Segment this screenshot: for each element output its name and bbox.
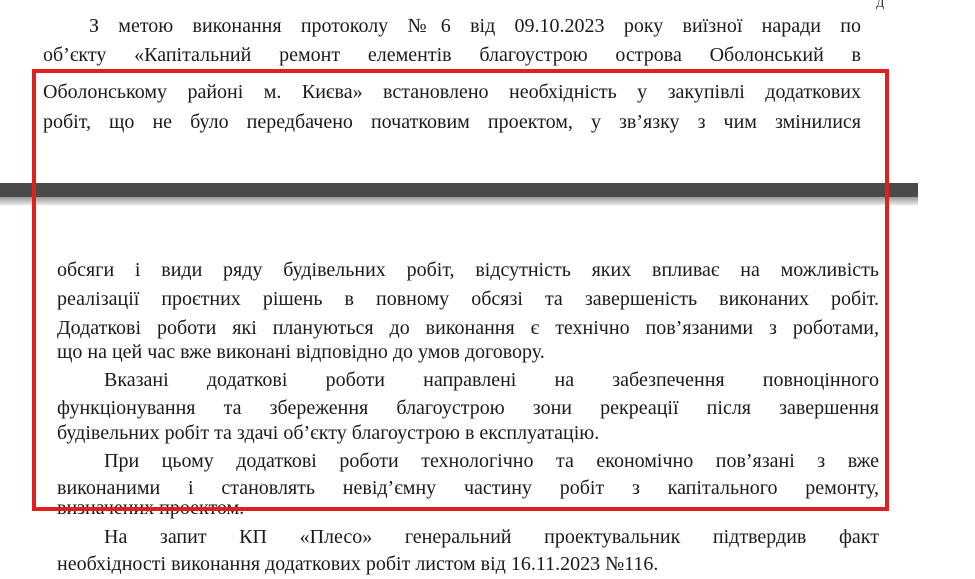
paragraph4-line-2: необхідності виконання додаткових робіт листом від 16.11.2023 №116. bbox=[57, 553, 659, 575]
page-break-band bbox=[0, 183, 918, 197]
paragraph4-line-1: На запит КП «Плесо» генеральний проектувальник підтвердив факт bbox=[104, 526, 879, 548]
page-top-margin bbox=[0, 205, 918, 255]
paragraph1-line-2: об’єкту «Капітальний ремонт елементів благоустрою острова Оболонський в bbox=[43, 44, 861, 66]
paragraph1-cont-line-2: реалізації проєтних рішень в повному обсязі та завершеність виконаних робіт. bbox=[57, 288, 879, 310]
paragraph2-line-3: будівельних робіт та здачі об’єкту благоустрою в експлуатацію. bbox=[57, 422, 600, 444]
paragraph1-line-3: Оболонському районі м. Києва» встановлено необхідність у закупівлі додаткових bbox=[43, 81, 861, 103]
paragraph1-cont-line-4: що на цей час вже виконані відповідно до умов договору. bbox=[57, 341, 545, 363]
paragraph2-line-2: функціонування та збереження благоустрою зони рекреації після завершення bbox=[57, 397, 879, 419]
paragraph3-line-3: визначених проектом. bbox=[57, 497, 245, 519]
paragraph3-line-1: При цьому додаткові роботи технологічно та економічно пов’язані з вже bbox=[104, 450, 879, 472]
page-break-shadow bbox=[0, 197, 918, 205]
paragraph3-line-2: виконаними і становлять невід’ємну частину робіт з капітального ремонту, bbox=[57, 477, 879, 499]
paragraph1-line-1: З метою виконання протоколу №6 від 09.10.2023 року виїзної наради по bbox=[89, 15, 861, 37]
page-corner-text-fragment: Д bbox=[876, 0, 885, 10]
paragraph1-cont-line-1: обсяги і види ряду будівельних робіт, відсутність яких впливає на можливість bbox=[57, 259, 879, 281]
paragraph2-line-1: Вказані додаткові роботи направлені на забезпечення повноцінного bbox=[104, 369, 879, 391]
paragraph1-cont-line-3: Додаткові роботи які плануються до виконання є технічно пов’язаними з роботами, bbox=[57, 317, 879, 339]
paragraph1-line-4: робіт, що не було передбачено початковим проектом, у зв’язку з чим змінилися bbox=[43, 111, 861, 133]
